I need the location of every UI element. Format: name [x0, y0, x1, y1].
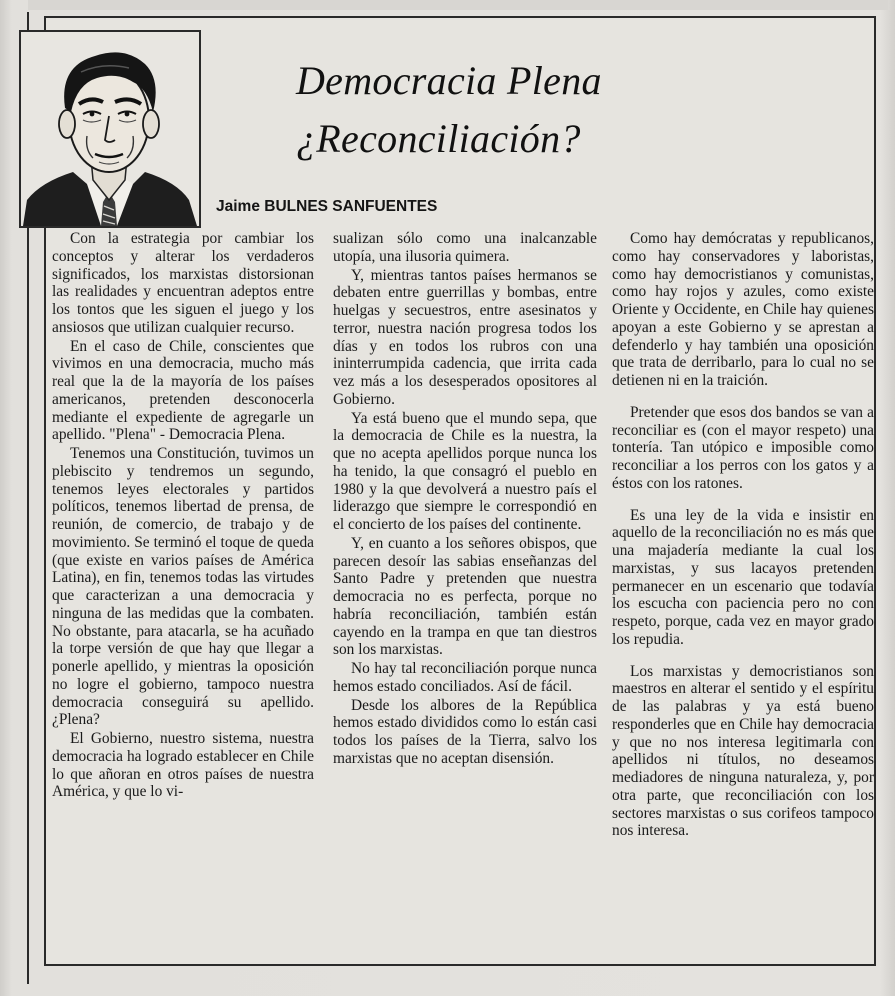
paragraph: Ya está bueno que el mundo sepa, que la democracia de Chile es la nuestra, la que no acepta apellidos porque nunca los ha tenido, la que consagró el pueblo en 1980 y la que devolverá a nuestro país el liderazgo que siempre le correspondió en el concierto de los países del continente.	[333, 409, 597, 533]
paragraph: Como hay demócratas y republicanos, como hay conservadores y laboristas, como hay democristianos y comunistas, como hay rojos y azules, como existe Oriente y Occidente, en Chile hay quienes apoyan a este Gobierno y se aprestan a defenderlo y hay también una oposición que trata de derribarlo, para lo cual no se detienen ni en la traición.	[612, 230, 874, 389]
paragraph: No hay tal reconciliación porque nunca hemos estado conciliados. Así de fácil.	[333, 660, 597, 695]
top-page-strip	[28, 0, 888, 10]
author-portrait-illustration	[21, 32, 199, 226]
paragraph: Tenemos una Constitución, tuvimos un plebiscito y tendremos un segundo, tenemos leyes electorales y partidos políticos, tenemos libertad de prensa, de reunión, de comercio, de trabajo y de movimiento. Se terminó el toque de queda (que existe en varios países de América Latina), en fin, tenemos todas las virtudes que caracterizan a una democracia y ninguna de las medidas que la combaten. No obstante, para atacarla, se ha acuñado la torpe versión de que hay que llegar a ponerle apellido, y mientras la oposición no logre el gobierno, tampoco nuestra democracia conseguirá su apellido. ¿Plena?	[52, 445, 314, 729]
text-column-2	[333, 230, 597, 768]
text-column-3	[612, 230, 874, 840]
headline	[296, 52, 856, 168]
author-portrait-frame	[19, 30, 201, 228]
text-column-1	[52, 230, 314, 801]
paragraph: Y, en cuanto a los señores obispos, que parecen desoír las sabias enseñanzas del Santo Padre y pretenden que nuestra democracia no es perfecta, porque no habría reconciliación, también están cayendo en la trampa en que tan diestros son los marxistas.	[333, 534, 597, 659]
paragraph: Con la estrategia por cambiar los conceptos y alterar los verdaderos significados, los marxistas distorsionan las realidades y encuentran adeptos entre los tontos que les siguen el juego y los ansiosos que utilizan cualquier recurso.	[52, 230, 314, 336]
paragraph: Pretender que esos dos bandos se van a reconciliar es (con el mayor respeto) una tontería. Tan utópico e imposible como reconciliar a los perros con los gatos y a éstos con los ratones.	[612, 403, 874, 492]
paragraph: Es una ley de la vida e insistir en aquello de la reconciliación no es más que una majadería mediante la cual los marxistas, y sus lacayos pretenden permanecer en un escenario que todavía los escucha con paciencia pero no con respeto, porque, cada vez en mayor grado los repudia.	[612, 506, 874, 648]
paragraph: Y, mientras tantos países hermanos se debaten entre guerrillas y bombas, entre huelgas y secuestros, entre asesinatos y terror, nuestra nación progresa todos los días y en todos los rubros con una ininterrumpida cadencia, que irrita cada vez más a los desesperados opositores al Gobierno.	[333, 266, 597, 408]
paragraph: El Gobierno, nuestro sistema, nuestra democracia ha logrado establecer en Chile lo que añoran en otros países de nuestra América, y que lo vi-	[52, 730, 314, 801]
headline-line-2: ¿Reconciliación?	[296, 116, 581, 161]
author-first-name: Jaime	[216, 198, 260, 215]
author-byline	[216, 198, 437, 216]
paragraph: sualizan sólo como una inalcanzable utopía, una ilusoria quimera.	[333, 230, 597, 265]
headline-line-1: Democracia Plena	[296, 58, 602, 103]
paragraph: Desde los albores de la República hemos estado divididos como lo están casi todos los países de la Tierra, salvo los marxistas que no aceptan disensión.	[333, 696, 597, 767]
paragraph: Los marxistas y democristianos son maestros en alterar el sentido y el espíritu de las palabras y ya está bueno responderles que en Chile hay democracia y que no nos interesa legitimarla con apellidos ni títulos, no deseamos mediadores de ninguna naturaleza, y, por otra parte, que reconciliación con los sectores marxistas o sus corifeos tampoco nos interesa.	[612, 662, 874, 840]
paragraph: En el caso de Chile, conscientes que vivimos en una democracia, mucho más real que la de la mayoría de los países americanos, pretenden desconocerla mediante el expediente de agregarle un apellido. "Plena" - Democracia Plena.	[52, 337, 314, 444]
author-last-name: BULNES SANFUENTES	[264, 198, 438, 215]
